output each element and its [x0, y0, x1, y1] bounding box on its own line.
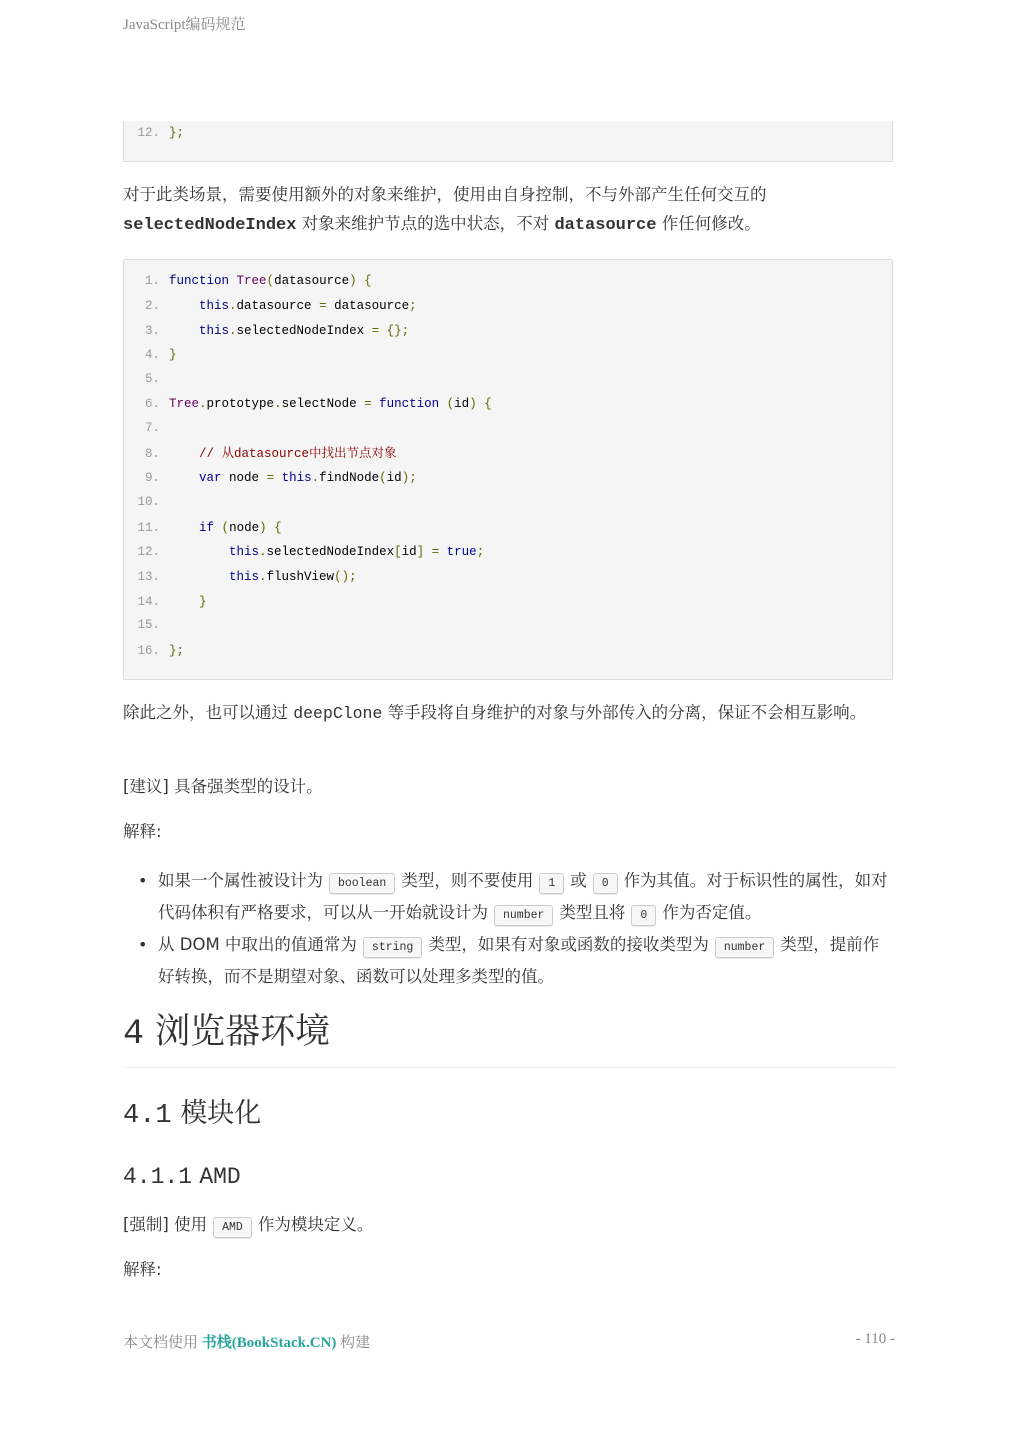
code-line: 5.: [144, 372, 160, 386]
code-line: 9. var node = this.findNode(id);: [144, 471, 417, 485]
inline-code: deepClone: [293, 704, 383, 723]
rule-amd: [强制] 使用 AMD 作为模块定义。: [123, 1210, 895, 1242]
running-header: JavaScript编码规范: [123, 17, 246, 33]
inline-code: number: [715, 937, 774, 958]
explanation-label: 解释:: [123, 822, 162, 841]
paragraph-deepclone: 除此之外，也可以通过 deepClone 等手段将自身维护的对象与外部传入的分离，保证不会相互影响。: [123, 703, 867, 723]
page-number: - 110 -: [855, 1331, 895, 1347]
heading-modularization: 4.1 模块化: [123, 1098, 262, 1131]
rule-strong-typing: [建议] 具备强类型的设计。: [123, 777, 323, 796]
code-line: 16. };: [137, 644, 185, 658]
code-line: 10.: [137, 495, 160, 509]
code-line: 11. if (node) {: [137, 521, 282, 535]
inline-code: number: [494, 905, 553, 926]
heading-amd: 4.1.1 AMD: [123, 1164, 241, 1190]
code-line: 15.: [137, 618, 160, 632]
inline-code: 1: [539, 873, 564, 894]
explanation-label: 解释:: [123, 1260, 162, 1279]
list-item: • 如果一个属性被设计为 boolean 类型，则不要使用 1 或 0 作为其值。对于标识性的属性，如对代码体积有严格要求，可以从一开始就设计为 number 类型且将 0 作为否定值。: [158, 866, 895, 930]
code-line: 6. Tree.prototype.selectNode = function (id) {: [144, 397, 492, 411]
code-line: 12. };: [137, 126, 185, 140]
inline-code: 0: [593, 873, 618, 894]
inline-code: boolean: [329, 873, 395, 894]
inline-code: datasource: [554, 216, 657, 235]
code-line: 4. }: [144, 348, 177, 362]
inline-code: AMD: [213, 1217, 252, 1238]
code-line: 13. this.flushView();: [137, 570, 357, 584]
code-block-tree: [123, 259, 893, 680]
code-comment: // 从datasource中找出节点对象: [199, 447, 397, 461]
bookstack-link[interactable]: 书栈(BookStack.CN): [201, 1335, 337, 1351]
inline-code: selectedNodeIndex: [123, 216, 297, 235]
paragraph-selected-node-index: 对于此类场景，需要使用额外的对象来维护，使用由自身控制，不与外部产生任何交互的 selectedNodeIndex 对象来维护节点的选中状态，不对 datasource 作任何修改。: [123, 185, 767, 235]
list-item: • 从 DOM 中取出的值通常为 string 类型，如果有对象或函数的接收类型为 number 类型，提前作好转换，而不是期望对象、函数可以处理多类型的值。: [158, 930, 895, 991]
code-line: 8. // 从datasource中找出节点对象: [144, 447, 397, 461]
heading-browser-environment: 4 浏览器环境: [123, 1012, 331, 1054]
footer-credit: 本文档使用 书栈(BookStack.CN) 构建: [123, 1335, 371, 1351]
code-line: 14. }: [137, 595, 207, 609]
code-line: 12. this.selectedNodeIndex[id] = true;: [137, 545, 485, 559]
explanation-list: [123, 866, 895, 991]
code-line: 2. this.datasource = datasource;: [144, 299, 417, 313]
heading-divider: [123, 1067, 895, 1068]
code-line: 3. this.selectedNodeIndex = {};: [144, 324, 410, 338]
inline-code: 0: [631, 905, 656, 926]
code-line: 7.: [144, 421, 160, 435]
code-line: 1. function Tree(datasource) {: [144, 274, 372, 288]
inline-code: string: [363, 937, 422, 958]
code-block-continued: [123, 121, 893, 162]
